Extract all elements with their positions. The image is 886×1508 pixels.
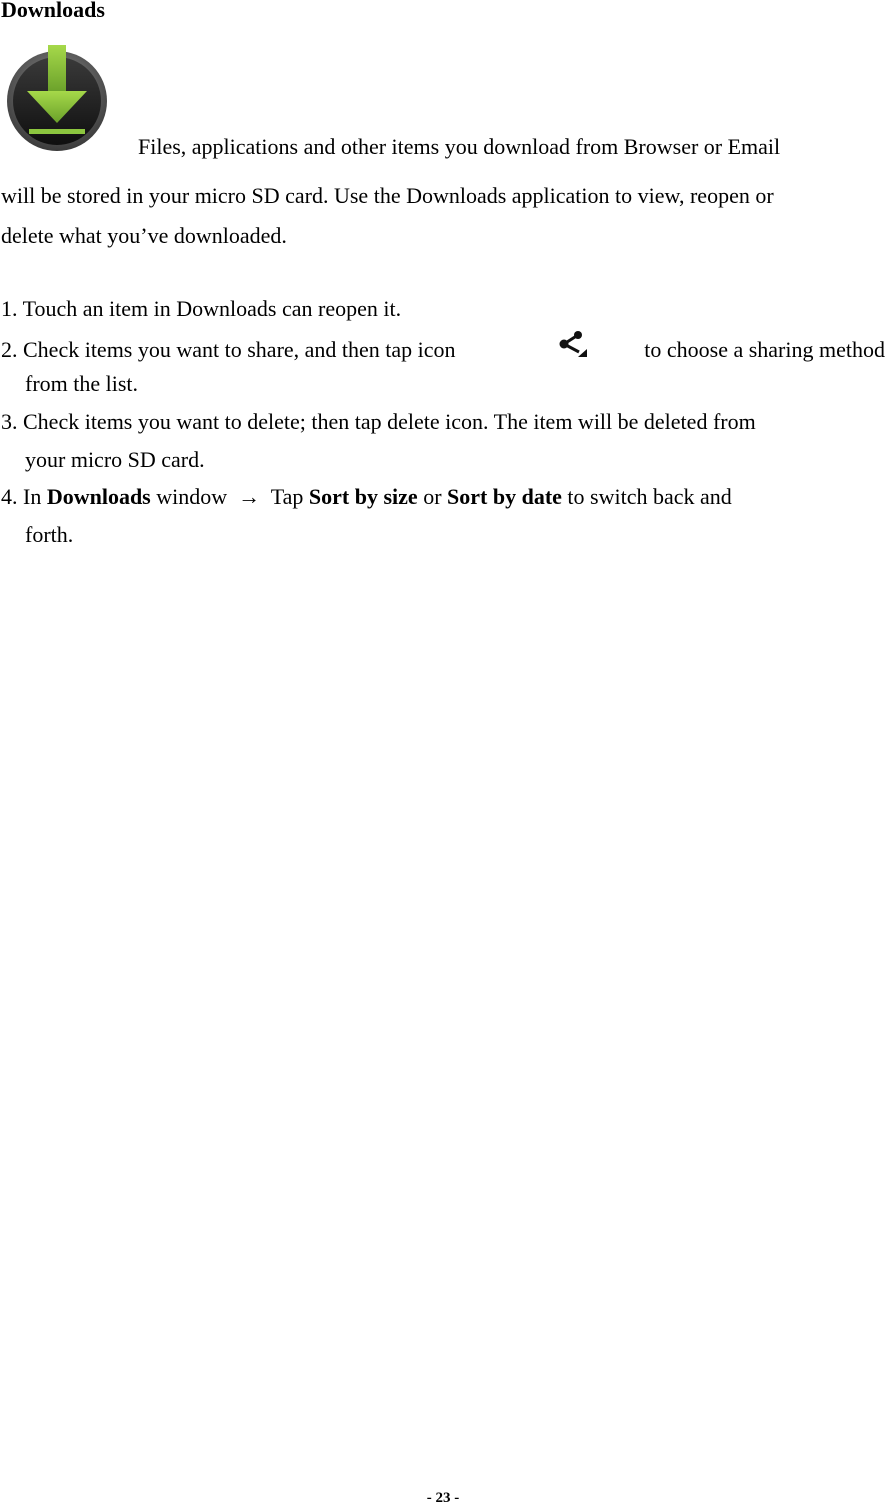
step-4-line-1 [1,483,732,511]
share-icon [558,330,590,360]
step-4-or: or [423,484,442,509]
step-3-line-1: 3. Check items you want to delete; then tap delete icon. The item will be deleted from [1,409,756,434]
step-2-text: 2. Check items you want to share, and then tap icon [1,337,456,362]
step-2-continuation: from the list. [25,371,139,396]
step-4-prefix: 4. In [1,484,42,509]
intro-line-3: delete what you’ve downloaded. [1,223,287,248]
step-4-sort-by-size: Sort by size [308,484,418,509]
section-title: Downloads [1,0,105,22]
step-1: 1. Touch an item in Downloads can reopen it. [1,296,402,321]
page-number: - 23 - [426,1490,460,1506]
step-4-rest: to switch back and [567,484,732,509]
step-3-line-2: your micro SD card. [25,447,205,472]
download-app-icon [5,43,109,155]
intro-line-2: will be stored in your micro SD card. Use the Downloads application to view, reopen or [1,183,774,208]
step-4-downloads: Downloads [46,484,151,509]
step-4-tap: Tap [270,484,304,509]
step-4-sort-by-date: Sort by date [447,484,562,509]
arrow-right-icon: → [238,484,261,509]
step-4-window: window [156,484,228,509]
step-2-text-end: to choose a sharing method [644,337,885,362]
step-4-continuation: forth. [25,522,74,547]
intro-line-1: Files, applications and other items you download from Browser or Email [138,134,781,159]
